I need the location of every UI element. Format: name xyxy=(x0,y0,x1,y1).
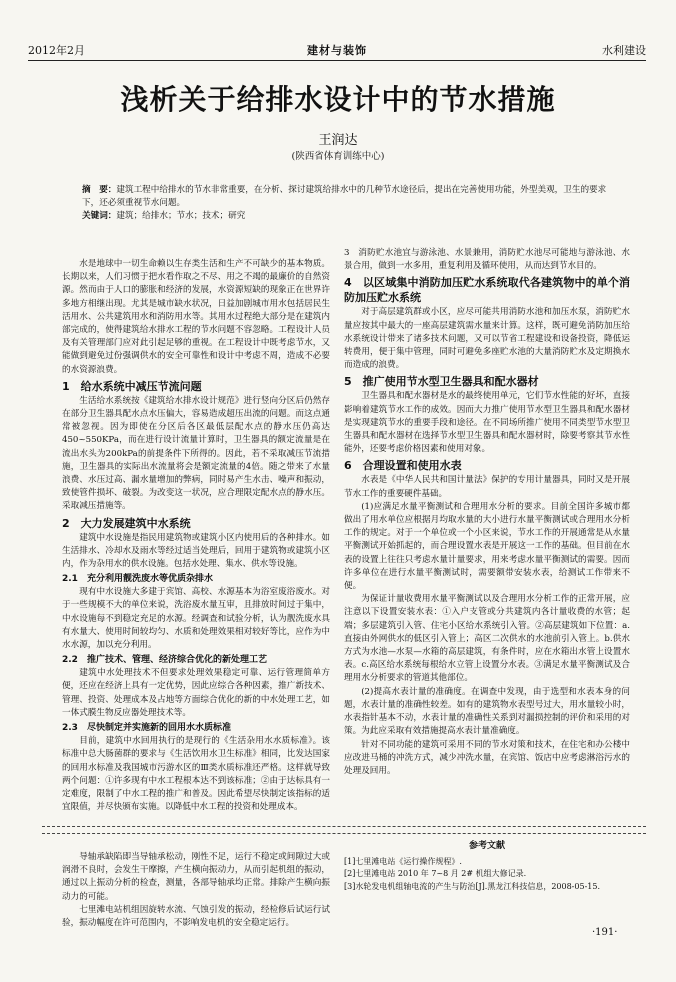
right-column xyxy=(344,247,630,778)
left-column xyxy=(62,258,330,814)
section-5-text: 卫生器具和配水器材是水的最终使用单元，它们节水性能的好坏，直接影响着建筑节水工作的成效。因而大力推广使用节水型卫生器具和配水器材是实现建筑节水的重要手段和途径。在不同场所推广使用不同类型节水型卫生器具和配水器材在选择节水型卫生器具和配水器材时，除要考察其节水性能外，还要考虑价格因素和使用对象。 xyxy=(344,391,630,455)
reference-item: [3]水轮发电机组轴电流的产生与防治[J].黑龙江科技信息，2008-05-15. xyxy=(344,881,600,891)
section-6-text-5: 针对不同功能的建筑可采用不同的节水对策和技术，在住宅和办公楼中应改进马桶的冲洗方式，减少冲洗水量，在宾馆、饭店中应考虑淋浴污水的处理及回用。 xyxy=(344,739,630,776)
abstract-text: 建筑工程中给排水的节水非常重要，在分析、探讨建筑给排水中的几种节水途径后，提出在完善使用功能，外型美观，卫生的要求下，还必须重视节水问题。 xyxy=(82,185,607,208)
section-2-2-text: 建筑中水处理技术不但要求处理效果稳定可靠、运行管理简单方便，还应在经济上具有一定优势，因此应综合各种因素，推广新技术、管理、投资、处理成本及占地等方面综合优化的新的中水处理工艺，如一体式膜生物反应器处理技术等。 xyxy=(62,668,330,718)
section-2-3-heading: 2.3 尽快制定并实施新的回用水水质标准 xyxy=(62,723,231,734)
section-1-heading: 1 给水系统中减压节流问题 xyxy=(62,379,202,393)
section-6-text-4: (2)提高水表计量的准确度。在调查中发现，由于选型和水表本身的问题，水表计量的准确性较差。如有的建筑物水表型号过大，用水量较小时，水表指针基本不动，水表计量的准确性关系到对漏损控制的评价和采用的对策。为此应采取有效措施提高水表计量准确度。 xyxy=(344,686,630,737)
section-2-2-heading: 2.2 推广技术、管理、经济综合优化的新处理工艺 xyxy=(62,655,267,666)
section-2-1-heading: 2.1 充分利用靓洗废水等优质杂排水 xyxy=(62,574,213,585)
tail-paragraph-2: 七里滩电站机组因旋转水流、气蚀引发的振动，经检修后试运行试验，振动幅度在许可范围内，不影响发电机的安全稳定运行。 xyxy=(62,904,330,929)
section-6-text-3: 为保证计量收费用水量平衡测试以及合理用水分析工作的正常开展，应注意以下设置安装水表：①入户支管或分共建筑内各计量收费的水管；起端；多层建筑引入管、住宅小区给水系统引入管。②高层建筑如下位置：a.直接由外网供水的低区引入管上；高区二次供水的水池前引入管上。b.供水方式为水池—水泵—水箱的高层建筑，有条件时，应在水箱出水管上设置水表。c.高区给水系统每根给水立管上设置分水表。③满足水量平衡测试及合理用水分析要求的管道其他部位。 xyxy=(344,594,630,684)
journal-name: 建材与装饰 xyxy=(307,44,367,57)
tail-paragraph-1: 导轴承缺陷即当导轴承松动，刚性不足，运行不稳定或间隙过大或润滑不良时，会发生干摩擦，产生横向振动力，从而引起机组的振动，通过以上振动分析的检查，测量，各部导轴承均正常。排除产生横向振动力的可能。 xyxy=(62,852,330,902)
abstract-block xyxy=(82,184,622,223)
section-2-1-text: 现有中水设施大多建于宾馆、高校、水源基本为浴室废浴废水。对于一些规模不大的单位来说，洗浴废水量互审，且排放时间过于集中，中水设施每不到稳定充足的水源。经调查和试验分析，认为靓洗废水具有水量大、使用时间较均匀、水质和处理效果相对较好等比，应作为中水水源，加以充分利用。 xyxy=(62,587,330,651)
reference-item: [1]七里滩电站《运行操作规程》. xyxy=(344,856,462,866)
previous-article-tail xyxy=(62,851,330,930)
author-affiliation: (陕西省体育训练中心) xyxy=(291,151,385,162)
reference-item: [2]七里滩电站 2010 年 7~8 月 2# 机组大修记录. xyxy=(344,869,527,878)
section-name: 水利建设 xyxy=(602,44,646,57)
abstract-label: 摘 要： xyxy=(82,185,117,195)
references-heading: 参考文献 xyxy=(468,841,505,851)
issue-date: 2012年2月 xyxy=(28,44,85,57)
section-6-text-2: (1)应满足水量平衡测试和合理用水分析的要求。目前全国许多城市都做出了用水单位应根据月均取水量的大小进行水量平衡测试或合理用水分析工作的规定。对于一个单位或一个小区来说，节水工作的开展通常是从水量平衡测试开始抓起的，而合理设置水表是开展这一工作的基础。但目前在水表的设置上往往只考虑水量计量要求，用来考虑水量平衡测试的需要。因而许多单位在进行水量平衡测试时，需要额带安装水表，给测试工作带来不便。 xyxy=(344,501,630,592)
intro-paragraph: 水是地球中一切生命赖以生存类生活和生产不可缺少的基本物质。长期以来，人们习惯于把水看作取之不尽、用之不竭的最廉价的自然资源。然而由于人口的膨胀和经济的发展，水资源短缺的现象正在世界许多地方相继出现。尤其是城市缺水状况，日益加剧城市用水包括居民生活用水、公共建筑用水和消防用水等。其用水过程绝大部分是在建筑内部完成的，使得建筑给水排水工程的节水问题不容忽略。工程设计人员及有关管理部门应对此引起足够的重视。在工程设计中既考虑节水，又能做到避免过份强调供水的安全可靠性和设计中考虑不周，造成不必要的水资源浪费。 xyxy=(62,259,330,375)
article-title: 浅析关于给排水设计中的节水措施 xyxy=(120,83,556,116)
section-6-heading: 6 合理设置和使用水表 xyxy=(344,459,462,473)
section-2-text: 建筑中水设施是指民用建筑物或建筑小区内使用后的各种排水。如生活排水、冷却水及雨水等经过适当处理后，回用于建筑物或建筑小区内，作为杂用水的供水设施。包括水处理、集水、供水等设施。 xyxy=(62,532,330,570)
section-4-text: 对于高层建筑群或小区，应尽可能共用消防水池和加压水泵，消防贮水量应按其中最大的一座高层建筑需水量来计算。这样，既可避免消防加压给水系统设计带来了诸多技术问题，又可以节省工程建设和设备投资，降低运转费用，便于集中管理，同时可避免多座贮水池的大量消防贮水及定期换水而造成的浪费。 xyxy=(344,307,630,371)
references xyxy=(344,840,630,893)
author-name: 王润达 xyxy=(318,133,358,148)
running-header xyxy=(28,42,646,61)
article-divider xyxy=(42,826,646,834)
section-5-heading: 5 推广使用节水型卫生器具和配水器材 xyxy=(344,375,539,389)
section-4-heading: 4 以区域集中消防加压贮水系统取代各建筑物中的单个消防加压贮水系统 xyxy=(344,276,630,305)
keywords xyxy=(82,210,622,223)
section-2-3-text: 目前，建筑中水回用执行的是现行的《生活杂用水水质标准》。该标准中总大肠菌群的要求与《生活饮用水卫生标准》相同，比发达国家的回用水标准及我国城市污游水区的Ⅲ类水质标准还严格。这样就导致两个问题：①许多现有中水工程根本达不到该标准；②由于达标具有一定难度，限制了中水工程的推广和普及。因此希望尽快制定该指标的适宜限值，并尽快颁布实施。以降低中水工程的投资和处理成本。 xyxy=(62,736,330,813)
abstract xyxy=(82,184,622,210)
section-2-heading: 2 大力发展建筑中水系统 xyxy=(62,516,191,530)
keywords-text: 建筑；给排水；节水；技术；研究 xyxy=(116,211,246,221)
section-1-text: 生活给水系统按《建筑给水排水设计规范》进行竖向分区后仍然存在部分卫生器具配水点水压偏大，容易造成超压出流的问题。而这点通常被忽视。因为即使在分区后各区最低层配水点的静水压仍高达450~550KPa，而在进行设计流量计算时，卫生器具的额定流量是在流出水头为200kPa的前提条件下所得的。因此，若不采取减压节流措施，卫生器具的实际出水流量将会是额定流量的4倍。随之带来了水量浪费、水压过高、漏水量增加的弊病，同时易产生水击、噪声和振动，致使管件损坏、破裂。为改变这一状况，应合理限定配水点的静水压。采取减压措施等。 xyxy=(62,395,330,512)
section-3-paragraph: 3 消防贮水池宜与游泳池、水景兼用，消防贮水池尽可能地与游泳池、水景合用，做到一水多用，重复利用及循环使用，从而达到节水目的。 xyxy=(344,248,630,272)
page-number: ·191· xyxy=(592,927,618,938)
keywords-label: 关键词： xyxy=(82,211,117,221)
section-6-text-1: 水表是《中华人民共和国计量法》保护的专用计量器具，同时又是开展节水工作的重要硬件基础。 xyxy=(344,475,630,499)
